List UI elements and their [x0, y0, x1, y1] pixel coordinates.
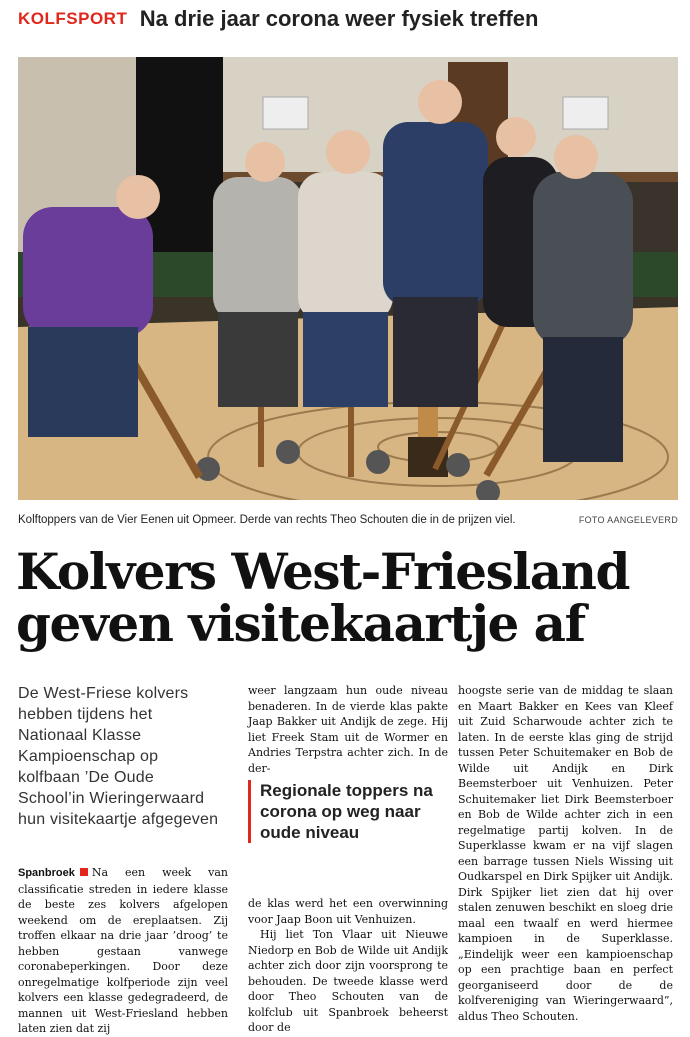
article-paragraph-1: [18, 865, 228, 1037]
article-paragraph-4: Hij liet Ton Vlaar uit Nieuwe Niedorp en Bob de Wilde uit Andijk achter zich door zijn voorsprong te behouden. De tweede klasse werd door Theo Schouten van de kolfclub uit Spanbroek beheerst door de: [248, 928, 448, 1034]
article-paragraph-5: hoogste serie van de middag te slaan en Maart Bakker en Kees van Kleef uit Zuid Scharwoude achter zich te laten. In de eerste klas ging de strijd tussen Peter Schuitemaker en Bob de Wilde uit Andijk en Dirk Beemsterboer uit Venhuizen. Peter Schuitemaker liet Dirk Beemsterboer en Bob de Wilde achter zich in een regelmatige partij kolven. In de Superklasse kwam er na vijf slagen een barrage tussen Niels Wissing uit Oudkarspel en Dirk Spijker uit Andijk. Dirk Spijker liet zien dat hij over stalen zenuwen beschikt en sloeg drie maal een twaalf en werd hiermee kampioen in de Superklasse. „Eindelijk weer een kampioenschap op een prachtige baan en perfect georganiseerd door de de kolfvereniging van Wieringerwaard”, aldus Theo Schouten.: [458, 684, 673, 1023]
pull-quote: Regionale toppers na corona op weg naar oude niveau: [248, 780, 450, 843]
section-subtitle: Na drie jaar corona weer fysiek treffen: [139, 6, 539, 31]
article-column-3: [458, 683, 673, 1024]
photo-caption: Kolftoppers van de Vier Eenen uit Opmeer. Derde van rechts Theo Schouten die in de prijzen viel.: [18, 514, 516, 526]
article-column-1: [18, 865, 228, 1037]
photo-credit: FOTO AANGELEVERD: [578, 515, 678, 525]
article-column-2-bottom: [248, 896, 448, 1036]
dateline: Spanbroek: [18, 867, 75, 879]
headline-line-1: Kolvers West-Friesland: [16, 542, 629, 601]
article-paragraph-2: weer langzaam hun oude niveau benaderen. In de vierde klas pakte Jaap Bakker uit Andijk de zege. Hij liet Freek Stam uit de Wormer en Andries Terpstra achter zich. In de der-: [248, 684, 448, 775]
dateline-marker-icon: [80, 868, 88, 876]
article-photo: [18, 57, 678, 500]
article-paragraph-3: de klas werd het een overwinning voor Jaap Boon uit Venhuizen.: [248, 897, 448, 926]
photo-illustration: [18, 57, 678, 500]
article-column-2-top: [248, 683, 448, 776]
section-label: KOLFSPORT: [18, 9, 128, 28]
section-header: [18, 6, 538, 34]
article-intro: De West-Friese kolvers hebben tijdens het Nationaal Klasse Kampioenschap op kolfbaan ’De Oude School’in Wieringerwaard hun visitekaartje afgegeven: [18, 685, 219, 828]
paragraph-1-text: Na een week van classificatie streden in iedere klasse de beste zes kolvers afgelopen weekend om de ereplaatsen. Zij troffen elkaar na drie jaar ’droog’ te hebben gestaan vanwege coronabeperkingen. Door deze onregelmatige kolfperiode zijn veel kolvers een klasse gedegradeerd, de mannen uit West-Friesland hebben laten zien dat zij: [18, 866, 228, 1035]
headline-line-2: geven visitekaartje af: [16, 594, 585, 653]
photo-caption-row: [18, 514, 678, 526]
article-headline: [16, 542, 680, 653]
